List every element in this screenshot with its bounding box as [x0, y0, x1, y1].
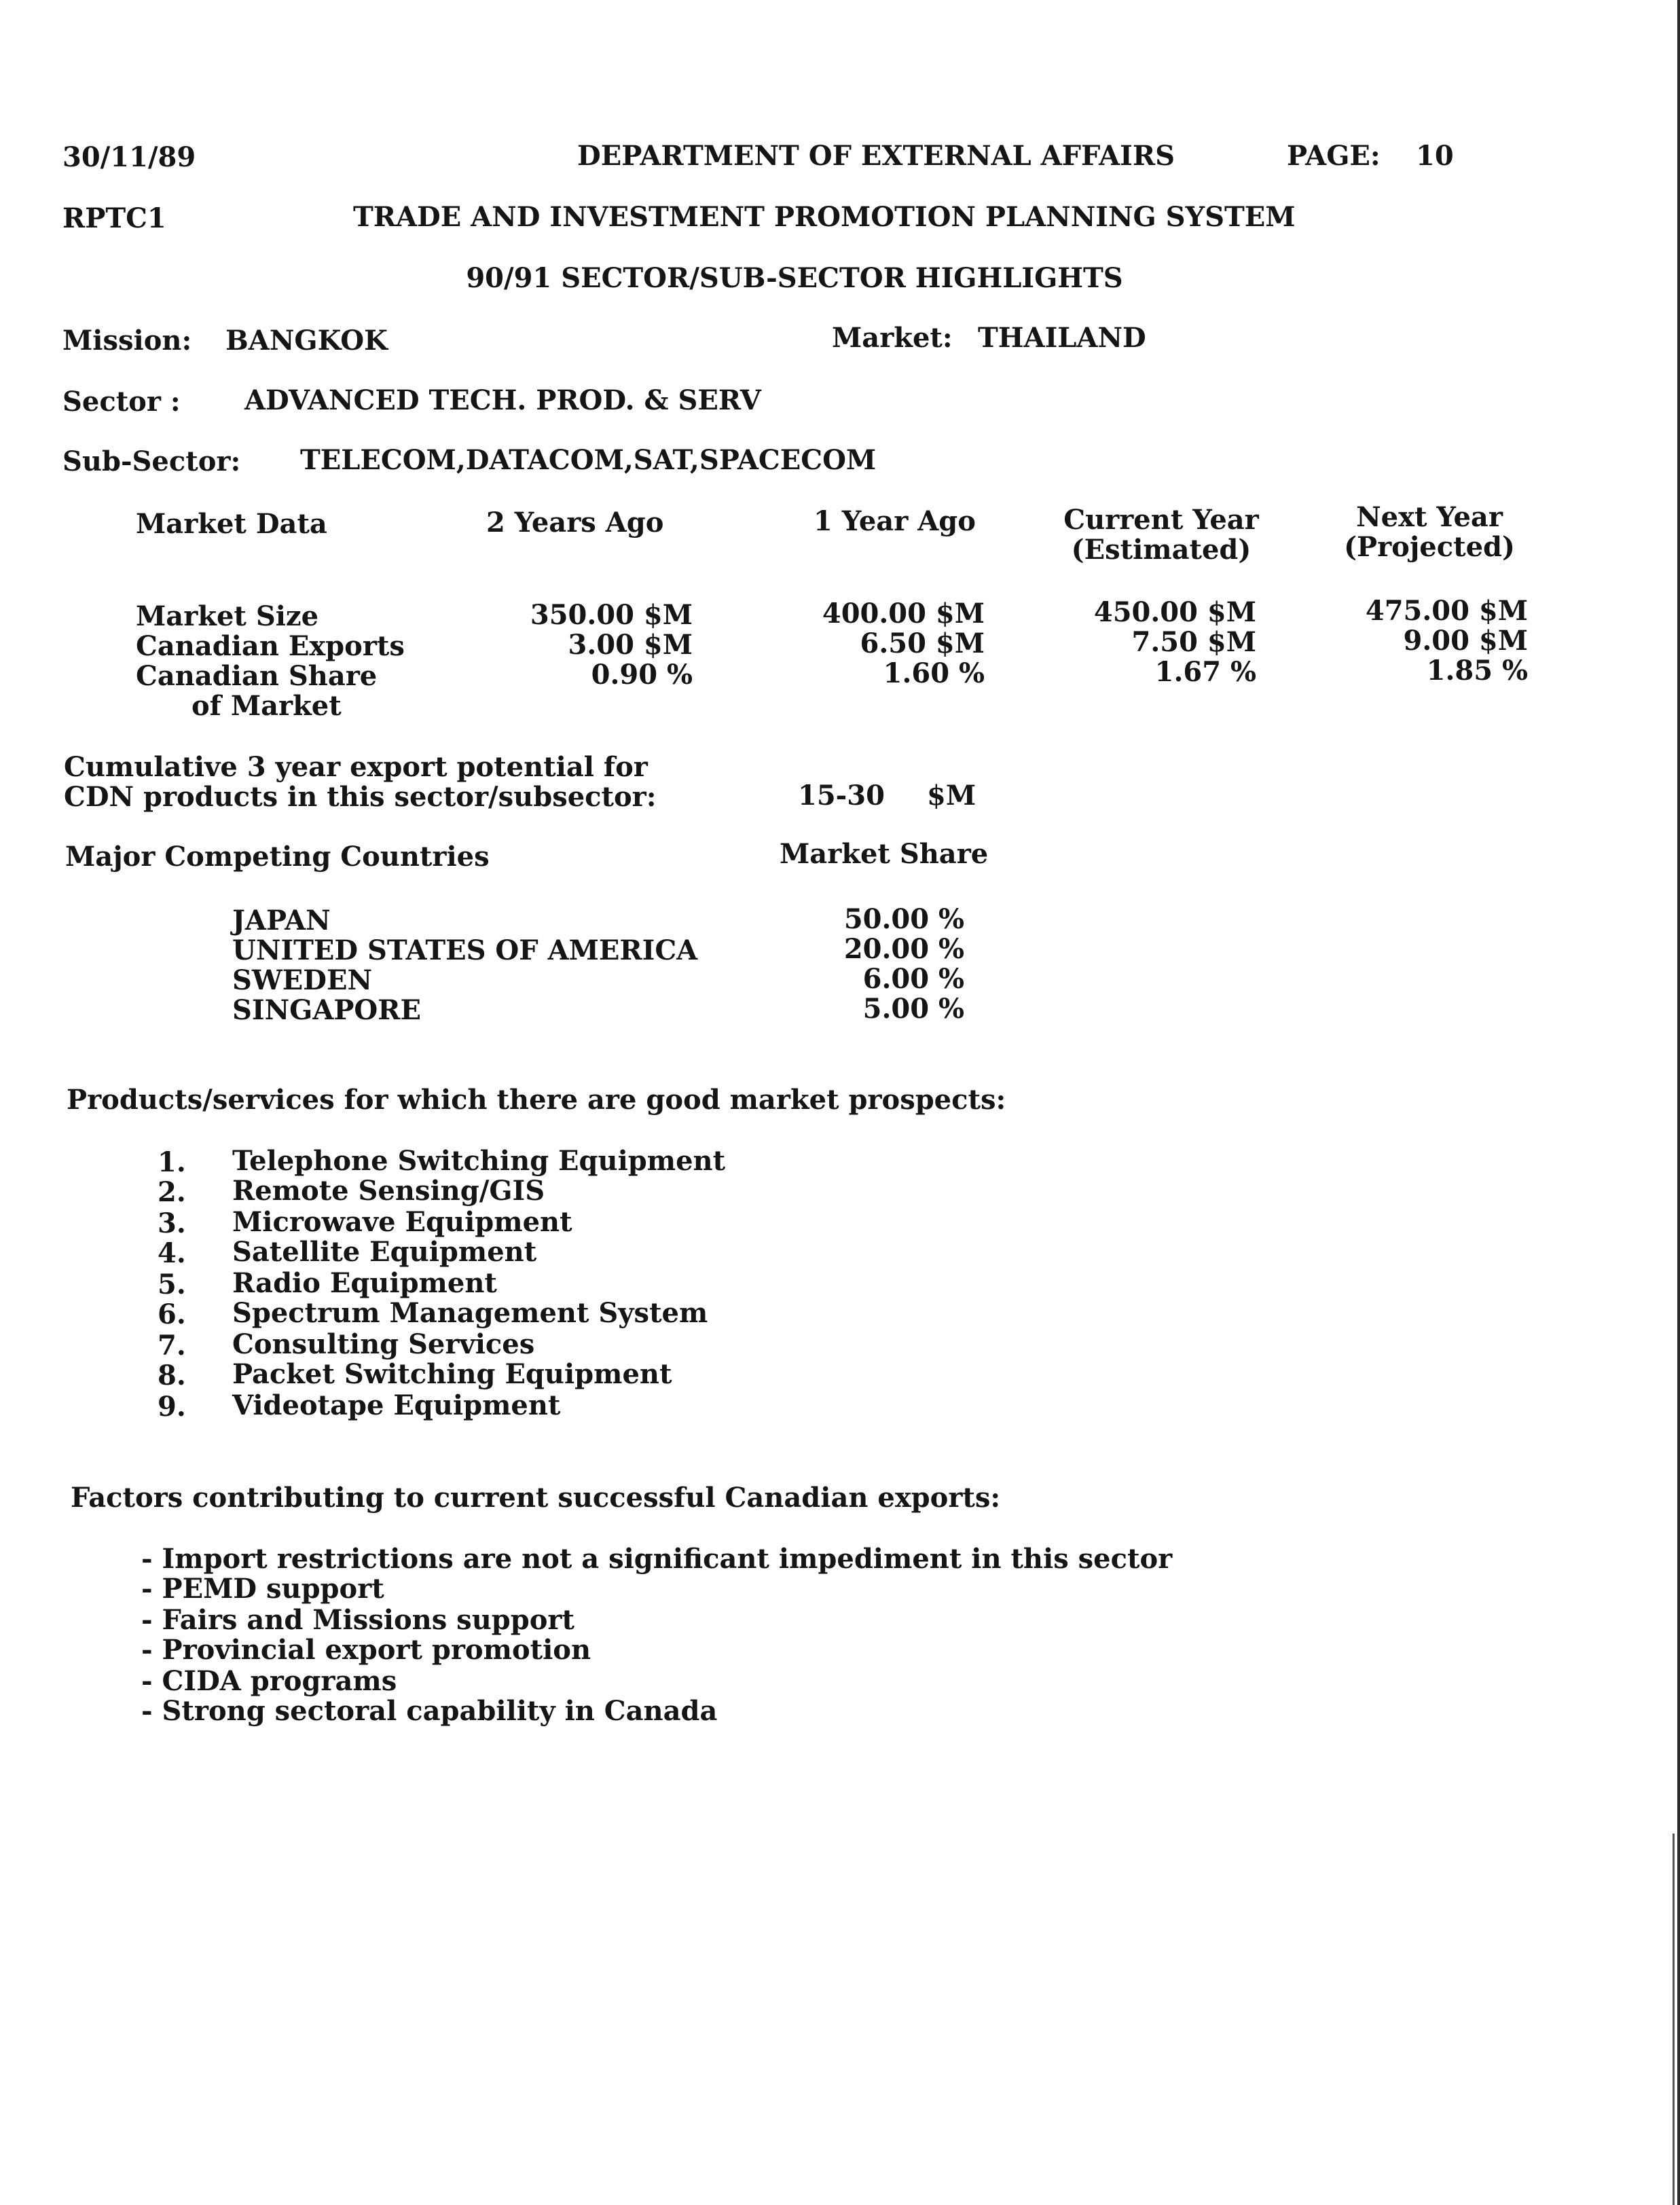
prospect-number: 5.	[158, 1269, 186, 1300]
prospect-item: Spectrum Management System	[232, 1297, 708, 1329]
row-label-canadian-share-2: of Market	[191, 690, 342, 722]
sector-value: ADVANCED TECH. PROD. & SERV	[244, 384, 761, 416]
prospects-heading: Products/services for which there are good market prospects:	[67, 1084, 1006, 1116]
prospect-number: 8.	[158, 1360, 186, 1391]
factor-item: - Fairs and Missions support	[141, 1604, 574, 1636]
factor-item: - Import restrictions are not a significant impediment in this sector	[141, 1543, 1173, 1575]
report-date: 30/11/89	[62, 141, 196, 173]
prospect-number: 9.	[158, 1391, 186, 1423]
competitors-heading: Major Competing Countries	[65, 841, 490, 873]
prospect-number: 7.	[158, 1330, 186, 1362]
prospect-item: Satellite Equipment	[232, 1236, 537, 1268]
market-size-next: 475.00 $M	[1365, 595, 1528, 627]
system-title: TRADE AND INVESTMENT PROMOTION PLANNING SYSTEM	[353, 201, 1296, 233]
department-title: DEPARTMENT OF EXTERNAL AFFAIRS	[577, 140, 1175, 172]
subsector-value: TELECOM,DATACOM,SAT,SPACECOM	[300, 444, 877, 476]
prospect-item: Packet Switching Equipment	[232, 1358, 672, 1390]
prospect-item: Videotape Equipment	[232, 1389, 561, 1421]
canadian-share-next: 1.85 %	[1426, 655, 1528, 687]
factor-item: - Strong sectoral capability in Canada	[141, 1695, 718, 1727]
page-number: 10	[1416, 140, 1454, 172]
report-code: RPTC1	[62, 202, 166, 234]
potential-line-1: Cumulative 3 year export potential for	[64, 751, 648, 783]
prospect-item: Consulting Services	[232, 1328, 535, 1360]
competitor-share: 6.00 %	[862, 963, 964, 995]
prospect-number: 2.	[158, 1176, 186, 1208]
prospect-number: 6.	[158, 1298, 186, 1330]
prospect-item: Microwave Equipment	[232, 1206, 572, 1238]
market-size-1y: 400.00 $M	[822, 598, 985, 630]
competitor-share: 50.00 %	[843, 903, 964, 935]
prospect-item: Radio Equipment	[232, 1267, 497, 1299]
potential-unit: $M	[927, 780, 976, 812]
current-year-subheader: (Estimated)	[1071, 534, 1252, 566]
sector-label: Sector :	[62, 386, 181, 418]
canadian-share-2y: 0.90 %	[591, 659, 693, 691]
row-label-market-size: Market Size	[136, 600, 319, 632]
prospect-number: 3.	[158, 1207, 186, 1239]
competitor-share: 5.00 %	[862, 993, 964, 1025]
page-edge-shadow	[1677, 0, 1680, 2205]
canadian-share-current: 1.67 %	[1154, 656, 1256, 688]
competitor-country: SINGAPORE	[232, 994, 422, 1026]
next-year-header: Next Year	[1356, 501, 1503, 533]
competitor-country: JAPAN	[232, 905, 331, 936]
prospect-item: Telephone Switching Equipment	[232, 1145, 726, 1177]
mission-label: Mission:	[62, 325, 192, 357]
subsector-label: Sub-Sector:	[62, 445, 241, 477]
potential-value: 15-30	[798, 780, 885, 812]
mission-value: BANGKOK	[225, 325, 388, 357]
prospect-item: Remote Sensing/GIS	[232, 1175, 545, 1207]
market-label: Market:	[832, 322, 953, 354]
canadian-exports-1y: 6.50 $M	[860, 627, 985, 659]
prospect-number: 4.	[158, 1237, 186, 1269]
factor-item: - Provincial export promotion	[141, 1634, 591, 1666]
competitor-country: SWEDEN	[232, 964, 373, 996]
canadian-exports-2y: 3.00 $M	[568, 629, 693, 661]
report-title: 90/91 SECTOR/SUB-SECTOR HIGHLIGHTS	[466, 262, 1123, 294]
factors-heading: Factors contributing to current successful Canadian exports:	[71, 1482, 1001, 1514]
market-size-current: 450.00 $M	[1093, 596, 1256, 628]
competitor-share: 20.00 %	[843, 933, 964, 965]
market-data-header: Market Data	[136, 508, 327, 540]
factor-item: - PEMD support	[141, 1573, 384, 1605]
prospect-number: 1.	[158, 1146, 186, 1178]
canadian-exports-current: 7.50 $M	[1131, 626, 1256, 658]
two-years-ago-header: 2 Years Ago	[486, 507, 664, 539]
market-size-2y: 350.00 $M	[530, 599, 693, 631]
market-value: THAILAND	[978, 322, 1146, 354]
potential-line-2: CDN products in this sector/subsector:	[64, 781, 657, 813]
market-share-heading: Market Share	[780, 838, 989, 870]
factor-item: - CIDA programs	[141, 1665, 397, 1697]
page-edge-shadow-inner	[1673, 1834, 1675, 2205]
page-label: PAGE:	[1287, 140, 1381, 172]
canadian-share-1y: 1.60 %	[883, 657, 985, 689]
row-label-canadian-exports: Canadian Exports	[136, 630, 405, 662]
one-year-ago-header: 1 Year Ago	[814, 505, 976, 537]
row-label-canadian-share: Canadian Share	[136, 660, 378, 692]
canadian-exports-next: 9.00 $M	[1403, 625, 1528, 657]
next-year-subheader: (Projected)	[1344, 531, 1515, 563]
current-year-header: Current Year	[1063, 504, 1259, 536]
competitor-country: UNITED STATES OF AMERICA	[232, 934, 698, 966]
